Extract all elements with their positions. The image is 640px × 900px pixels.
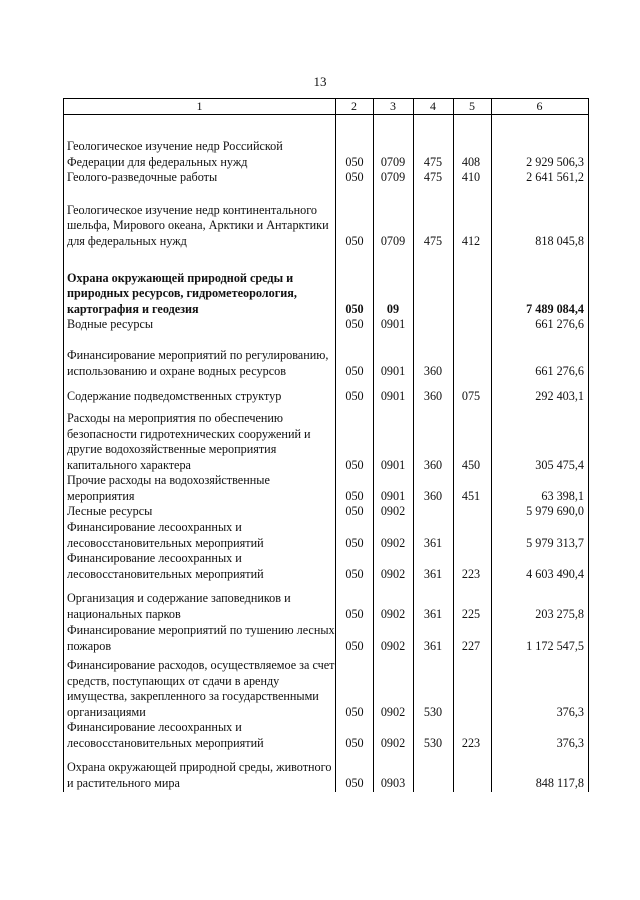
table-row <box>64 521 588 552</box>
row-col-2: 050 <box>345 155 364 170</box>
table-row <box>64 411 588 474</box>
row-amount: 5 979 690,0 <box>526 504 584 519</box>
row-col-4: 360 <box>423 364 443 379</box>
table-row <box>64 333 588 380</box>
row-col-2: 050 <box>345 736 364 751</box>
table-row <box>64 658 588 721</box>
row-col-2: 050 <box>345 536 364 551</box>
row-col-4: 475 <box>423 234 443 249</box>
row-col-2: 050 <box>345 567 364 582</box>
row-description: Геологическое изучение недр Российской Федерации для федеральных нужд <box>67 139 283 170</box>
row-col-4: 361 <box>423 567 443 582</box>
row-col-5: 451 <box>461 489 481 504</box>
row-amount: 203 275,8 <box>535 607 584 622</box>
row-description: Финансирование лесоохранных и лесовосстановительных мероприятий <box>67 551 264 582</box>
table-row <box>64 592 588 623</box>
row-col-5: 227 <box>461 639 481 654</box>
row-col-4: 475 <box>423 170 443 185</box>
row-description: Охрана окружающей природной среды, животного и растительного мира <box>67 760 332 791</box>
row-amount: 7 489 084,4 <box>526 302 584 317</box>
table-row <box>64 761 588 792</box>
page-number: 13 <box>313 74 327 89</box>
row-col-3: 0903 <box>380 776 406 791</box>
row-description: Расходы на мероприятия по обеспечению безопасности гидротехнических сооружений и другие водохозяйственные мероприятия капитального характера <box>67 410 311 473</box>
row-col-2: 050 <box>345 170 364 185</box>
row-col-3: 0902 <box>380 536 406 551</box>
row-description: Геолого-разведочные работы <box>67 170 218 185</box>
row-description: Прочие расходы на водохозяйственные мероприятия <box>67 473 270 504</box>
row-col-4: 530 <box>423 736 443 751</box>
row-col-2: 050 <box>345 364 364 379</box>
row-amount: 376,3 <box>556 705 584 720</box>
row-description: Финансирование мероприятий по регулированию, использованию и охране водных ресурсов <box>67 348 329 379</box>
row-col-2: 050 <box>345 607 364 622</box>
row-description: Охрана окружающей природной среды и природных ресурсов, гидрометеорология, картография и геодезия <box>67 270 297 317</box>
row-col-3: 0902 <box>380 607 406 622</box>
row-description: Геологическое изучение недр континентального шельфа, Мирового океана, Арктики и Антарктики для федеральных нужд <box>67 202 329 249</box>
row-col-3: 0902 <box>380 567 406 582</box>
header-col-2: 2 <box>351 99 357 113</box>
row-amount: 63 398,1 <box>541 489 584 504</box>
row-col-3: 0901 <box>380 389 406 404</box>
row-col-5: 223 <box>461 736 481 751</box>
row-amount: 376,3 <box>556 736 584 751</box>
row-col-3: 0902 <box>380 736 406 751</box>
row-col-4: 361 <box>423 639 443 654</box>
table-row <box>64 624 588 655</box>
table-row <box>64 317 588 333</box>
row-col-2: 050 <box>345 458 364 473</box>
table-row <box>64 186 588 250</box>
row-col-2: 050 <box>345 302 364 317</box>
row-col-4: 361 <box>423 607 443 622</box>
table-header <box>64 98 588 115</box>
header-col-3: 3 <box>390 99 396 113</box>
row-description: Финансирование расходов, осуществляемое за счет средств, поступающих от сдачи в аренду имущества, закрепленного за государственными организациями <box>67 657 335 720</box>
row-col-2: 050 <box>345 317 364 332</box>
row-col-5: 450 <box>461 458 481 473</box>
row-col-5: 410 <box>461 170 481 185</box>
row-col-4: 360 <box>423 489 443 504</box>
row-col-3: 0709 <box>380 155 406 170</box>
table-row <box>64 474 588 505</box>
row-col-4: 475 <box>423 155 443 170</box>
table-row <box>64 504 588 520</box>
row-col-3: 0709 <box>380 234 406 249</box>
row-col-2: 050 <box>345 234 364 249</box>
row-col-4: 530 <box>423 705 443 720</box>
row-col-4: 361 <box>423 536 443 551</box>
row-col-3: 0709 <box>380 170 406 185</box>
row-description: Финансирование лесоохранных и лесовосстановительных мероприятий <box>67 720 264 751</box>
row-description: Лесные ресурсы <box>67 504 153 519</box>
row-amount: 661 276,6 <box>535 317 584 332</box>
row-col-3: 0901 <box>380 458 406 473</box>
table-row <box>64 170 588 186</box>
row-amount: 5 979 313,7 <box>526 536 584 551</box>
row-col-2: 050 <box>345 504 364 519</box>
row-description: Финансирование мероприятий по тушению лесных пожаров <box>67 623 335 654</box>
row-amount: 2 929 506,3 <box>526 155 584 170</box>
row-description: Организация и содержание заповедников и национальных парков <box>67 591 291 622</box>
row-amount: 661 276,6 <box>535 364 584 379</box>
row-description: Содержание подведомственных структур <box>67 389 282 404</box>
table-row <box>64 139 588 171</box>
table-row <box>64 552 588 583</box>
row-col-4: 360 <box>423 389 443 404</box>
row-amount: 818 045,8 <box>535 234 584 249</box>
budget-table <box>63 98 589 792</box>
row-col-2: 050 <box>345 705 364 720</box>
row-col-2: 050 <box>345 489 364 504</box>
row-col-5: 075 <box>461 389 481 404</box>
row-description: Финансирование лесоохранных и лесовосстановительных мероприятий <box>67 520 264 551</box>
row-col-3: 0901 <box>380 364 406 379</box>
row-description: Водные ресурсы <box>67 317 154 332</box>
row-col-3: 09 <box>386 302 400 317</box>
row-col-4: 360 <box>423 458 443 473</box>
row-col-3: 0902 <box>380 639 406 654</box>
row-col-3: 0902 <box>380 504 406 519</box>
row-col-5: 408 <box>461 155 481 170</box>
row-amount: 1 172 547,5 <box>526 639 584 654</box>
row-col-5: 225 <box>461 607 481 622</box>
table-row <box>64 270 588 318</box>
row-col-2: 050 <box>345 639 364 654</box>
row-col-3: 0902 <box>380 705 406 720</box>
row-col-2: 050 <box>345 389 364 404</box>
row-col-5: 412 <box>461 234 481 249</box>
header-col-6: 6 <box>536 99 543 113</box>
table-row <box>64 721 588 752</box>
row-amount: 305 475,4 <box>535 458 584 473</box>
row-col-5: 223 <box>461 567 481 582</box>
row-col-3: 0901 <box>380 317 406 332</box>
header-col-4: 4 <box>430 99 436 113</box>
row-amount: 4 603 490,4 <box>526 567 584 582</box>
table-row <box>64 389 588 405</box>
row-amount: 848 117,8 <box>535 776 584 791</box>
header-col-5: 5 <box>469 99 475 113</box>
row-amount: 2 641 561,2 <box>526 170 584 185</box>
header-col-1: 1 <box>196 99 203 113</box>
row-col-2: 050 <box>345 776 364 791</box>
row-amount: 292 403,1 <box>535 389 584 404</box>
row-col-3: 0901 <box>380 489 406 504</box>
